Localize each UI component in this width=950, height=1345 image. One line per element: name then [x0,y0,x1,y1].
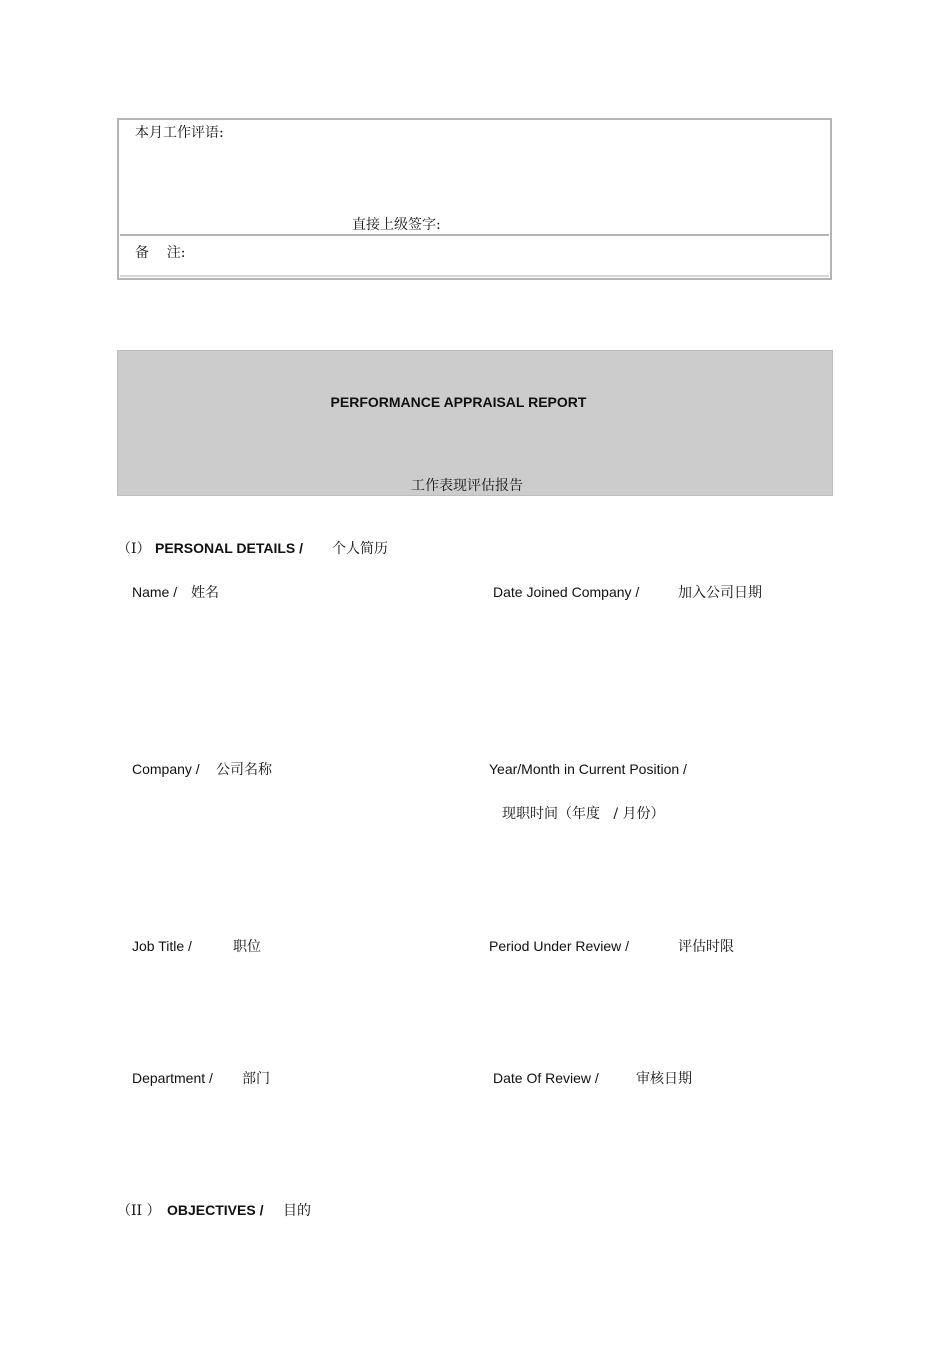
section2-title-en: OBJECTIVES / [167,1202,264,1218]
department-label-cn: 部门 [242,1071,270,1087]
section1-number: （I） [117,541,151,557]
remarks-cell[interactable] [120,238,829,277]
report-title-cn: 工作表现评估报告 [411,478,523,494]
date-review-label-cn: 审核日期 [636,1071,692,1087]
date-review-label-en: Date Of Review / [493,1070,599,1086]
date-joined-label-cn: 加入公司日期 [678,585,762,601]
job-title-label-en: Job Title / [132,938,192,954]
job-title-label-cn: 职位 [233,939,261,955]
company-label-cn: 公司名称 [216,762,272,778]
monthly-comment-cell[interactable] [120,121,829,236]
period-label-cn: 评估时限 [678,939,734,955]
section1-title-en: PERSONAL DETAILS / [155,540,304,556]
report-title-en: PERFORMANCE APPRAISAL REPORT [330,394,587,410]
section2-number: （II ） [117,1203,161,1219]
name-label-en: Name / [132,584,178,600]
company-label-en: Company / [132,761,200,777]
section1-title-cn: 个人简历 [332,541,388,557]
year-month-label-en: Year/Month in Current Position / [489,761,687,777]
monthly-comment-table [117,118,832,280]
section2-title-cn: 目的 [283,1203,311,1219]
year-month-label-cn: 现职时间（年度 / 月份） [502,806,665,822]
remarks-label: 备 注: [135,245,186,261]
department-label-en: Department / [132,1070,213,1086]
supervisor-signature-label: 直接上级签字: [352,217,441,233]
monthly-comment-label: 本月工作评语: [135,125,224,141]
date-joined-label-en: Date Joined Company / [493,584,640,600]
period-label-en: Period Under Review / [489,938,630,954]
name-label-cn: 姓名 [191,585,219,601]
